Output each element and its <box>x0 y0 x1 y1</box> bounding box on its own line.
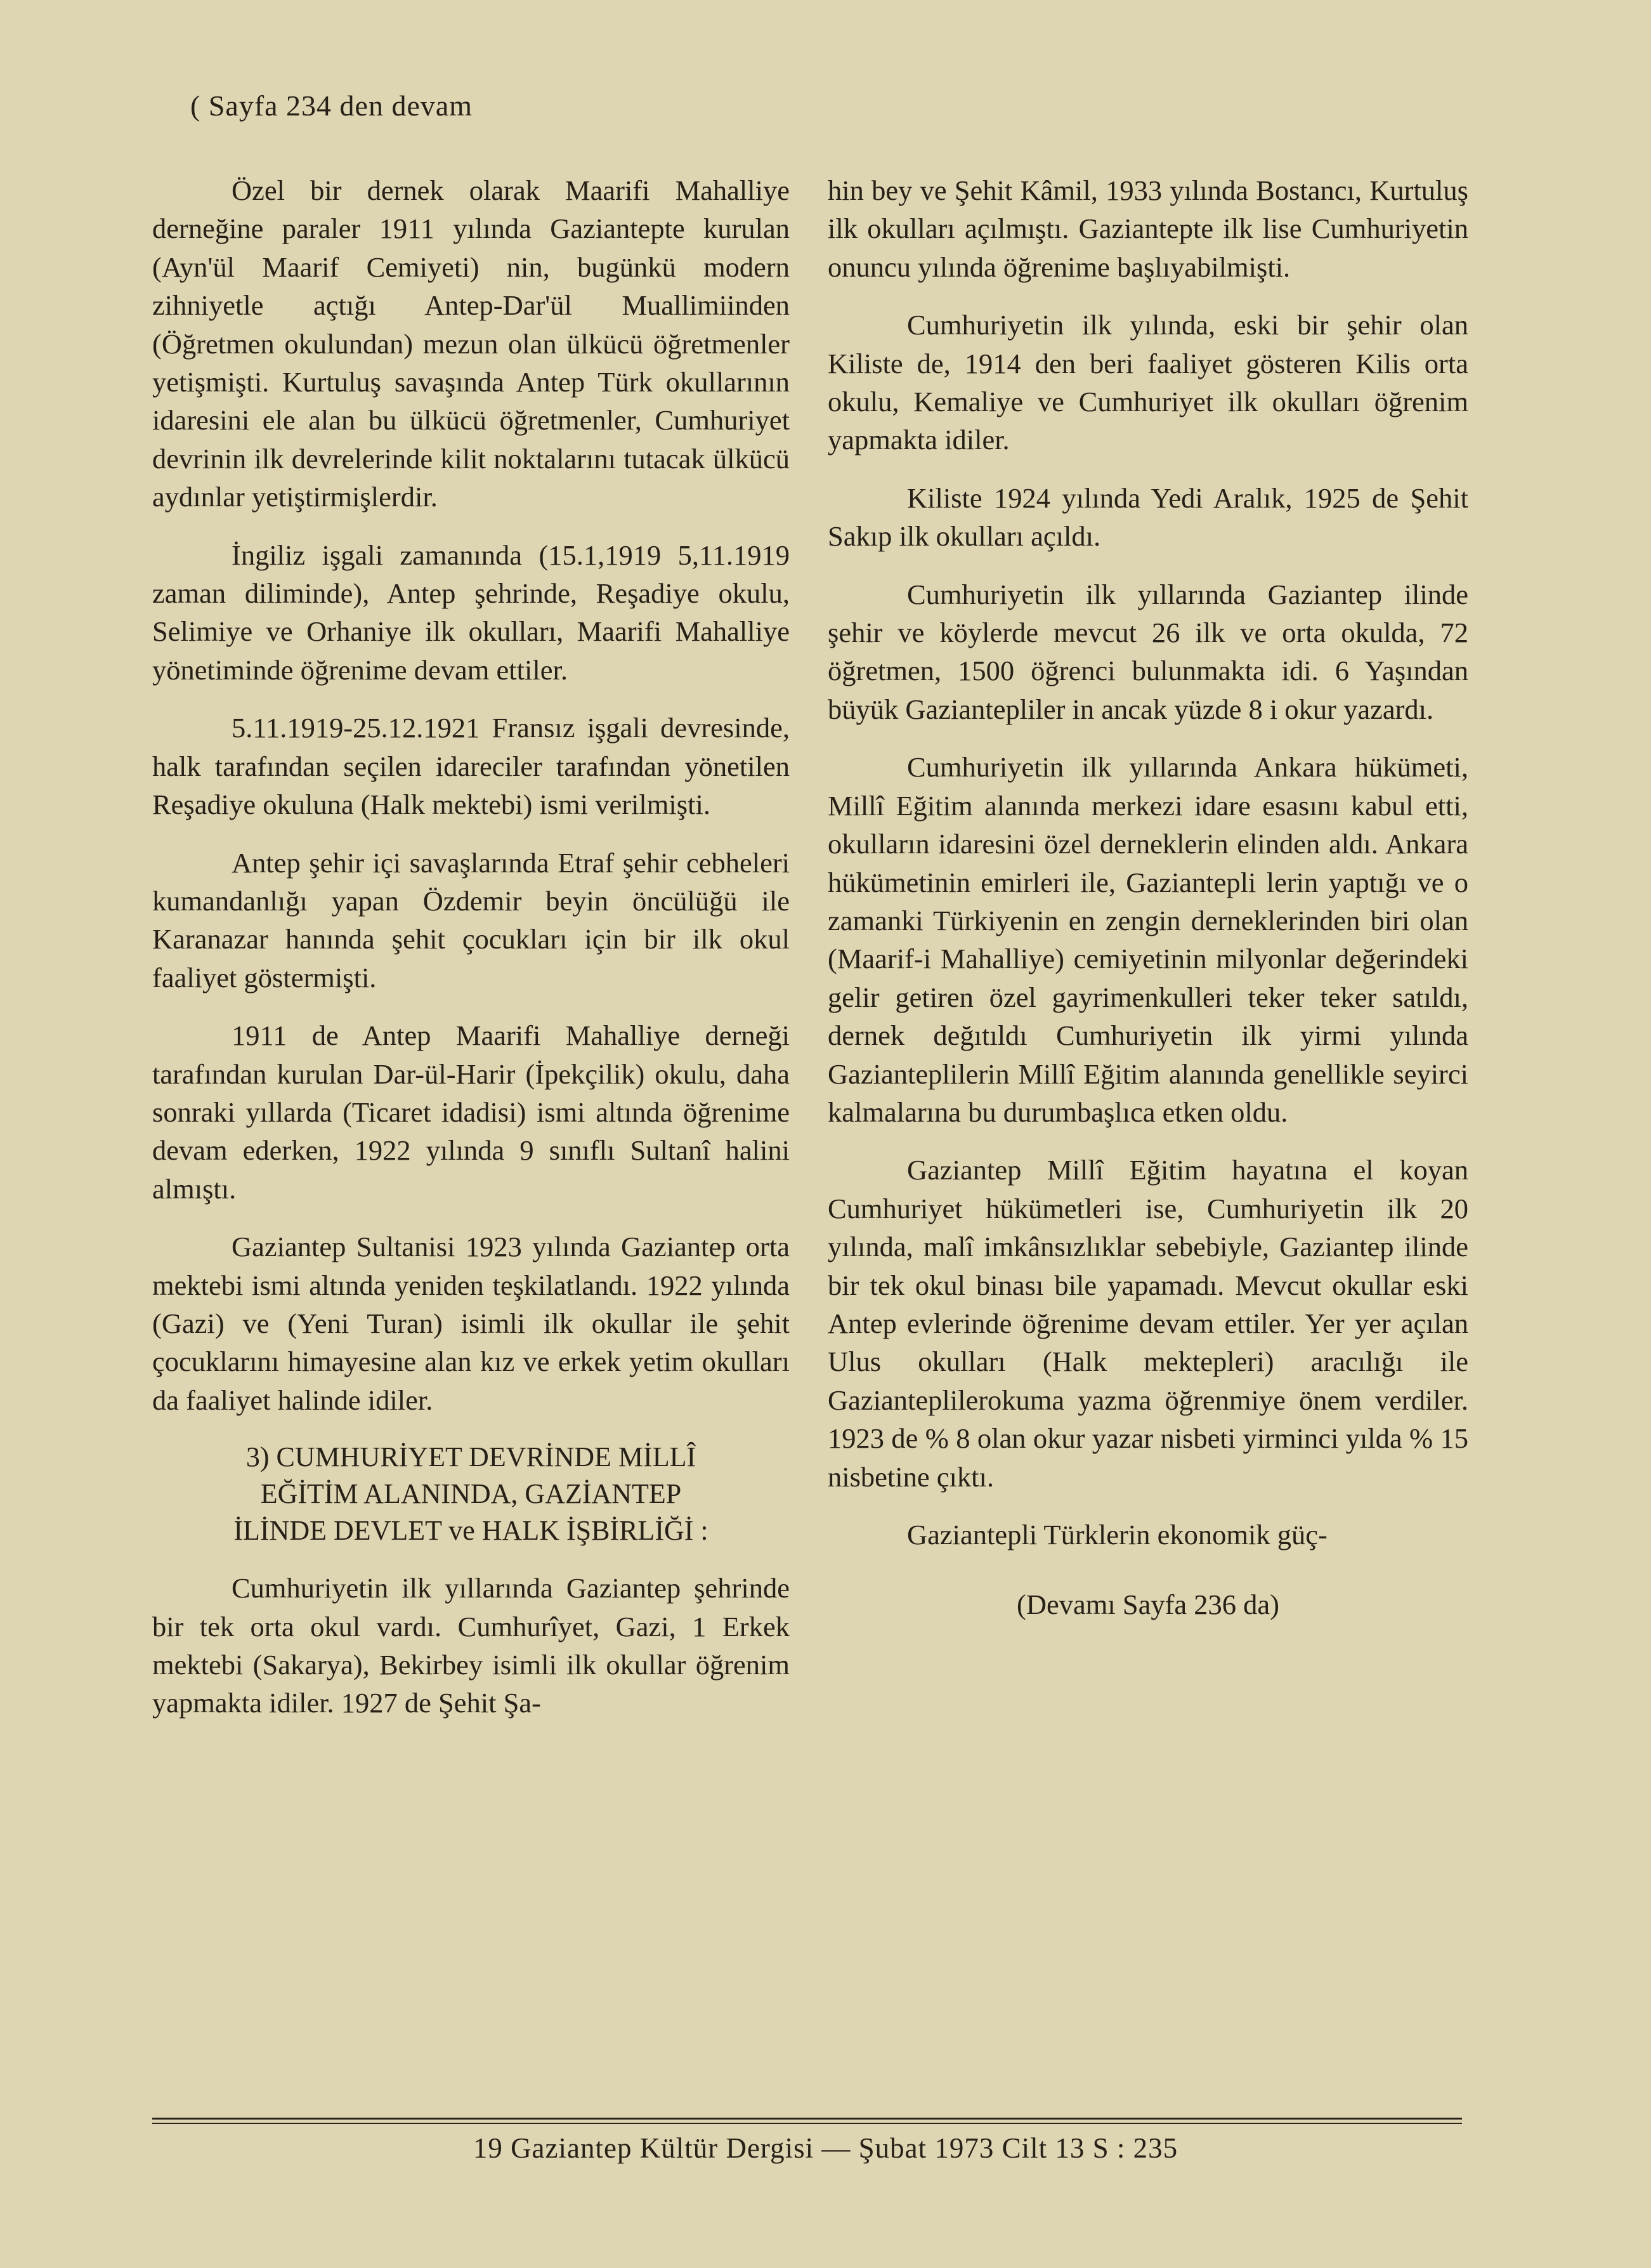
paragraph: Gaziantep Millî Eğitim hayatına el koyan Cumhuriyet hükümetleri ise, Cumhuriyetin ilk 20 yılında, malî imkânsızlıklar sebebiyle, Gaziantep ilinde bir tek okul binası bile yapamadı. Mevcut okullar eski Antep evlerinde öğrenime devam ettiler. Yer yer açılan Ulus okulları (Halk mektepleri) aracılığı ile Gazianteplilerokuma yazma öğrenmiye önem verdiler. 1923 de % 8 olan okur yazar nisbeti yirminci yılda % 15 nisbetine çıktı. <box>828 1154 1468 1493</box>
paragraph: Kiliste 1924 yılında Yedi Aralık, 1925 de Şehit Sakıp ilk okulları açıldı. <box>828 482 1468 553</box>
paragraph: Cumhuriyetin ilk yılında, eski bir şehir olan Kiliste de, 1914 den beri faaliyet gösteren Kilis orta okulu, Kemaliye ve Cumhuriyet ilk okulları öğrenim yapmakta idiler. <box>828 309 1468 456</box>
section-heading-line: 3) CUMHURİYET DEVRİNDE MİLLÎ <box>245 1441 696 1473</box>
continued-from-note: ( Sayfa 234 den devam <box>190 89 473 122</box>
right-column <box>828 171 1468 1644</box>
paragraph: Gaziantepli Türklerin ekonomik güç- <box>907 1519 1328 1550</box>
paragraph: İngiliz işgali zamanında (15.1,1919 5,11.1919 zaman diliminde), Antep şehrinde, Reşadiye okulu, Selimiye ve Orhaniye ilk okulları, Maarifi Mahalliye yönetiminde öğrenime devam ettiler. <box>152 539 790 686</box>
section-heading-line: İLİNDE DEVLET ve HALK İŞBİRLİĞİ : <box>233 1515 708 1547</box>
paragraph: Antep şehir içi savaşlarında Etraf şehir cebheleri kumandanlığı yapan Özdemir beyin öncülüğü ile Karanazar hanında şehit çocukları için bir ilk okul faaliyet göstermişti. <box>152 846 790 993</box>
footer-rule <box>152 2123 1462 2124</box>
section-heading <box>152 1439 790 1549</box>
paragraph: Cumhuriyetin ilk yıllarında Gaziantep ilinde şehir ve köylerde mevcut 26 ilk ve orta okulda, 72 öğretmen, 1500 öğrenci bulunmakta idi. 6 Yaşından büyük Gaziantepliler in ancak yüzde 8 i okur yazardı. <box>828 578 1468 725</box>
paragraph: 1911 de Antep Maarifi Mahalliye derneği tarafından kurulan Dar-ül-Harir (İpekçilik) okulu, daha sonraki yıllarda (Ticaret idadisi) ismi altında öğrenime devam ederken, 1922 yılında 9 sınıflı Sultanî halini almıştı. <box>152 1019 790 1205</box>
section-heading-line: EĞİTİM ALANINDA, GAZİANTEP <box>260 1478 682 1510</box>
page-footer: 19 Gaziantep Kültür Dergisi — Şubat 1973 Cilt 13 S : 235 <box>473 2132 1178 2164</box>
left-column <box>152 171 790 1742</box>
paragraph: Cumhuriyetin ilk yıllarında Gaziantep şehrinde bir tek orta okul vardı. Cumhurîyet, Gazi, 1 Erkek mektebi (Sakarya), Bekirbey isimli ilk okullar öğrenim yapmakta idiler. 1927 de Şehit Şa- <box>152 1572 790 1719</box>
paragraph: Cumhuriyetin ilk yıllarında Ankara hükümeti, Millî Eğitim alanında merkezi idare esasını kabul etti, okulların idaresini özel derneklerin elinden aldı. Ankara hükümetinin emirleri ile, Gaziantepli lerin yaptığı ve o zamanki Türkiyenin en zengin derneklerinden biri olan (Maarif-i Mahalliye) cemiyetinin milyonlar değerindeki gelir getiren özel gayrimenkulleri teker teker satıldı, dernek değıtıldı Cumhuriyetin ilk yirmi yılında Gazianteplilerin Millî Eğitim alanında genellikle seyirci kalmalarına bu durumbaşlıca etken oldu. <box>828 751 1468 1128</box>
paragraph: Gaziantep Sultanisi 1923 yılında Gaziantep orta mektebi ismi altında yeniden teşkilatlandı. 1922 yılında (Gazi) ve (Yeni Turan) isimli ilk okullar ile şehit çocuklarını himayesine alan kız ve erkek yetim okulları da faaliyet halinde idiler. <box>152 1231 790 1416</box>
footer-rule <box>152 2118 1462 2120</box>
continued-to-note: (Devamı Sayfa 236 da) <box>1017 1589 1279 1621</box>
paragraph: Özel bir dernek olarak Maarifi Mahalliye derneğine paraler 1911 yılında Gaziantepte kurulan (Ayn'ül Maarif Cemiyeti) nin, bugünkü modern zihniyetle açtığı Antep-Dar'ül Muallimiinden (Öğretmen okulundan) mezun olan ülkücü öğretmenler yetişmişti. Kurtuluş savaşında Antep Türk okullarının idaresini ele alan bu ülkücü öğretmenler, Cumhuriyet devrinin ilk devrelerinde kilit noktalarını tutacak ülkücü aydınlar yetiştirmişlerdir. <box>152 174 790 513</box>
paragraph: 5.11.1919-25.12.1921 Fransız işgali devresinde, halk tarafından seçilen idareciler tarafından yönetilen Reşadiye okuluna (Halk mektebi) ismi verilmişti. <box>152 712 790 821</box>
paragraph: hin bey ve Şehit Kâmil, 1933 yılında Bostancı, Kurtuluş ilk okulları açılmıştı. Gaziantepte ilk lise Cumhuriyetin onuncu yılında öğrenime başlıyabilmişti. <box>828 174 1468 283</box>
